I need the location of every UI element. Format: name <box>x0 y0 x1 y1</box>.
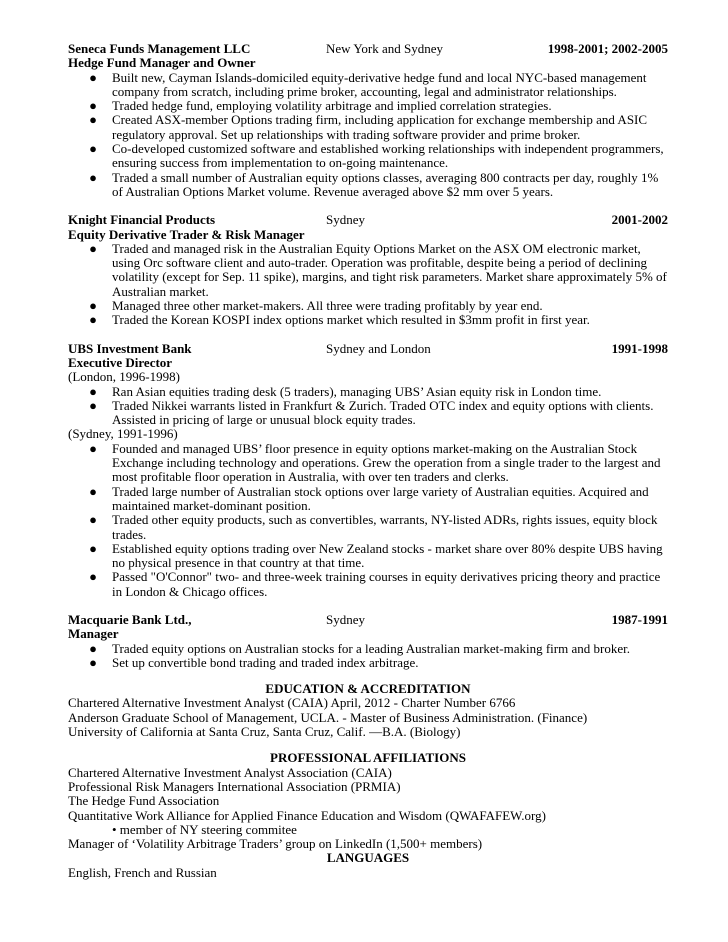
bullet-text: Traded large number of Australian stock options over large variety of Australian equities. Acquired and maintained market-dominant position. <box>112 483 649 513</box>
bullet-icon: ● <box>89 98 97 114</box>
job-header <box>68 42 668 56</box>
bullet-icon: ● <box>89 440 97 456</box>
bullet-icon: ● <box>89 312 97 328</box>
job-title: Equity Derivative Trader & Risk Manager <box>68 226 305 242</box>
job-header <box>68 613 668 627</box>
bullet-text: Ran Asian equities trading desk (5 traders), managing UBS’ Asian equity risk in London time. <box>112 383 602 399</box>
bullet-icon: ● <box>89 569 97 585</box>
company-name: Macquarie Bank Ltd., <box>68 611 192 627</box>
affiliation-line: Professional Risk Managers International Association (PRMIA) <box>68 778 401 794</box>
bullet-text: Traded other equity products, such as convertibles, warrants, NY-listed ADRs, rights issues, equity block trades. <box>112 512 658 542</box>
bullet-icon: ● <box>89 69 97 85</box>
job-title: Hedge Fund Manager and Owner <box>68 55 256 71</box>
job-dates: 2001-2002 <box>611 212 668 228</box>
job-title: Executive Director <box>68 354 173 370</box>
bullet-icon: ● <box>89 298 97 314</box>
section-heading: LANGUAGES <box>326 850 410 866</box>
list-item <box>89 141 668 171</box>
list-item <box>89 312 668 328</box>
location-subheading: (Sydney, 1991-1996) <box>68 426 178 442</box>
list-item <box>89 383 668 399</box>
languages-section <box>68 851 668 880</box>
list-item <box>89 654 668 670</box>
list-item <box>89 298 668 314</box>
bullet-text: Managed three other market-makers. All three were trading profitably by year end. <box>112 298 543 314</box>
bullet-text: Traded equity options on Australian stocks for a leading Australian market-making firm and broker. <box>112 640 630 656</box>
job-bullets <box>68 442 668 599</box>
job-ubs <box>68 342 668 599</box>
bullet-icon: ● <box>89 483 97 499</box>
affiliation-line: Quantitative Work Alliance for Applied Finance Education and Wisdom (QWAFAFEW.org) <box>68 807 546 823</box>
bullet-text: Passed "O'Connor" two- and three-week training courses in equity derivatives pricing theory and practice in London & Chicago offices. <box>112 569 661 599</box>
job-header <box>68 213 668 227</box>
list-item <box>89 440 668 485</box>
job-bullets <box>68 642 668 671</box>
job-bullets <box>68 385 668 428</box>
job-dates: 1987-1991 <box>611 611 668 627</box>
list-item <box>89 512 668 542</box>
job-dates: 1991-1998 <box>611 340 668 356</box>
bullet-icon: ● <box>89 512 97 528</box>
bullet-text: Traded hedge fund, employing volatility arbitrage and implied correlation strategies. <box>112 98 552 114</box>
affiliation-line: The Hedge Fund Association <box>68 793 220 809</box>
job-seneca <box>68 42 668 199</box>
bullet-text: Set up convertible bond trading and traded index arbitrage. <box>112 654 419 670</box>
section-heading: PROFESSIONAL AFFILIATIONS <box>270 750 466 766</box>
bullet-icon: ● <box>89 640 97 656</box>
bullet-text: Traded a small number of Australian equity options classes, averaging 800 contracts per day, roughly 1% of Australian Options Market volume. Revenue averaged above $2 mm over 5 years. <box>112 169 659 199</box>
affiliation-line: Manager of ‘Volatility Arbitrage Traders’ group on LinkedIn (1,500+ members) <box>68 836 483 852</box>
bullet-icon: ● <box>89 112 97 128</box>
affiliation-subline: • member of NY steering commitee <box>112 821 297 837</box>
job-macquarie <box>68 613 668 670</box>
bullet-text: Traded Nikkei warrants listed in Frankfurt & Zurich. Traded OTC index and equity options with clients. Assisted in pricing of large or unusual block equity trades. <box>112 397 654 428</box>
job-header <box>68 342 668 356</box>
bullet-icon: ● <box>89 169 97 185</box>
list-item <box>89 69 668 100</box>
job-location: Sydney <box>326 212 365 228</box>
bullet-icon: ● <box>89 540 97 556</box>
list-item <box>89 397 668 428</box>
education-line: Anderson Graduate School of Management, UCLA. - Master of Business Administration. (Finance) <box>68 709 588 725</box>
list-item <box>89 540 668 571</box>
bullet-icon: ● <box>89 240 97 256</box>
bullet-icon: ● <box>89 383 97 399</box>
education-line: University of California at Santa Cruz, Santa Cruz, Calif. —B.A. (Biology) <box>68 724 461 740</box>
job-dates: 1998-2001; 2002-2005 <box>547 41 668 56</box>
bullet-text: Established equity options trading over New Zealand stocks - market share over 80% despite UBS having no physical presence in that country at that time. <box>112 540 663 571</box>
bullet-icon: ● <box>89 141 97 157</box>
bullet-text: Founded and managed UBS’ floor presence in equity options market-making on the Australian Stock Exchange including technology and operations. Grew the operation from a single trader to the largest and most profitable floor operation in Australia, with over ten traders and clerks. <box>112 440 661 485</box>
job-title: Manager <box>68 626 119 642</box>
education-line: Chartered Alternative Investment Analyst (CAIA) April, 2012 - Charter Number 6766 <box>68 695 516 711</box>
list-item <box>89 569 668 599</box>
bullet-text: Created ASX-member Options trading firm, including application for exchange membership and ASIC regulatory approval. Set up relationships with trading software provider and prime broker. <box>112 112 648 142</box>
list-item <box>89 640 668 656</box>
company-name: Seneca Funds Management LLC <box>68 41 251 56</box>
bullet-text: Traded and managed risk in the Australian Equity Options Market on the ASX OM electronic market, using Orc software client and auto-trader. Operation was profitable, despite being a period of declining volatility (except for Sep. 11 spike), margins, and tight risk parameters. Market share approximately 5% of Australian market. <box>112 240 667 299</box>
affiliation-line: Chartered Alternative Investment Analyst Association (CAIA) <box>68 764 392 780</box>
job-bullets <box>68 242 668 328</box>
affiliations-section <box>68 751 668 851</box>
list-item <box>89 112 668 142</box>
bullet-icon: ● <box>89 397 97 413</box>
location-subheading: (London, 1996-1998) <box>68 369 180 385</box>
list-item <box>89 169 668 200</box>
bullet-icon: ● <box>89 654 97 670</box>
job-location: New York and Sydney <box>326 41 443 56</box>
list-item <box>89 98 668 114</box>
section-heading: EDUCATION & ACCREDITATION <box>265 681 471 697</box>
job-location: Sydney and London <box>326 340 431 356</box>
list-item <box>89 483 668 514</box>
job-knight <box>68 213 668 327</box>
bullet-text: Traded the Korean KOSPI index options market which resulted in $3mm profit in first year. <box>112 312 590 328</box>
education-section <box>68 682 668 739</box>
bullet-text: Co-developed customized software and established working relationships with independent programmers, ensuring success from implementation to on-going maintenance. <box>112 141 664 171</box>
bullet-text: Built new, Cayman Islands-domiciled equity-derivative hedge fund and local NYC-based management company from scratch, including prime broker, accounting, legal and administrator relationships. <box>112 69 647 99</box>
list-item <box>89 240 668 299</box>
job-location: Sydney <box>326 611 365 627</box>
company-name: Knight Financial Products <box>68 212 216 228</box>
company-name: UBS Investment Bank <box>68 340 192 356</box>
languages-text: English, French and Russian <box>68 864 217 880</box>
job-bullets <box>68 71 668 200</box>
